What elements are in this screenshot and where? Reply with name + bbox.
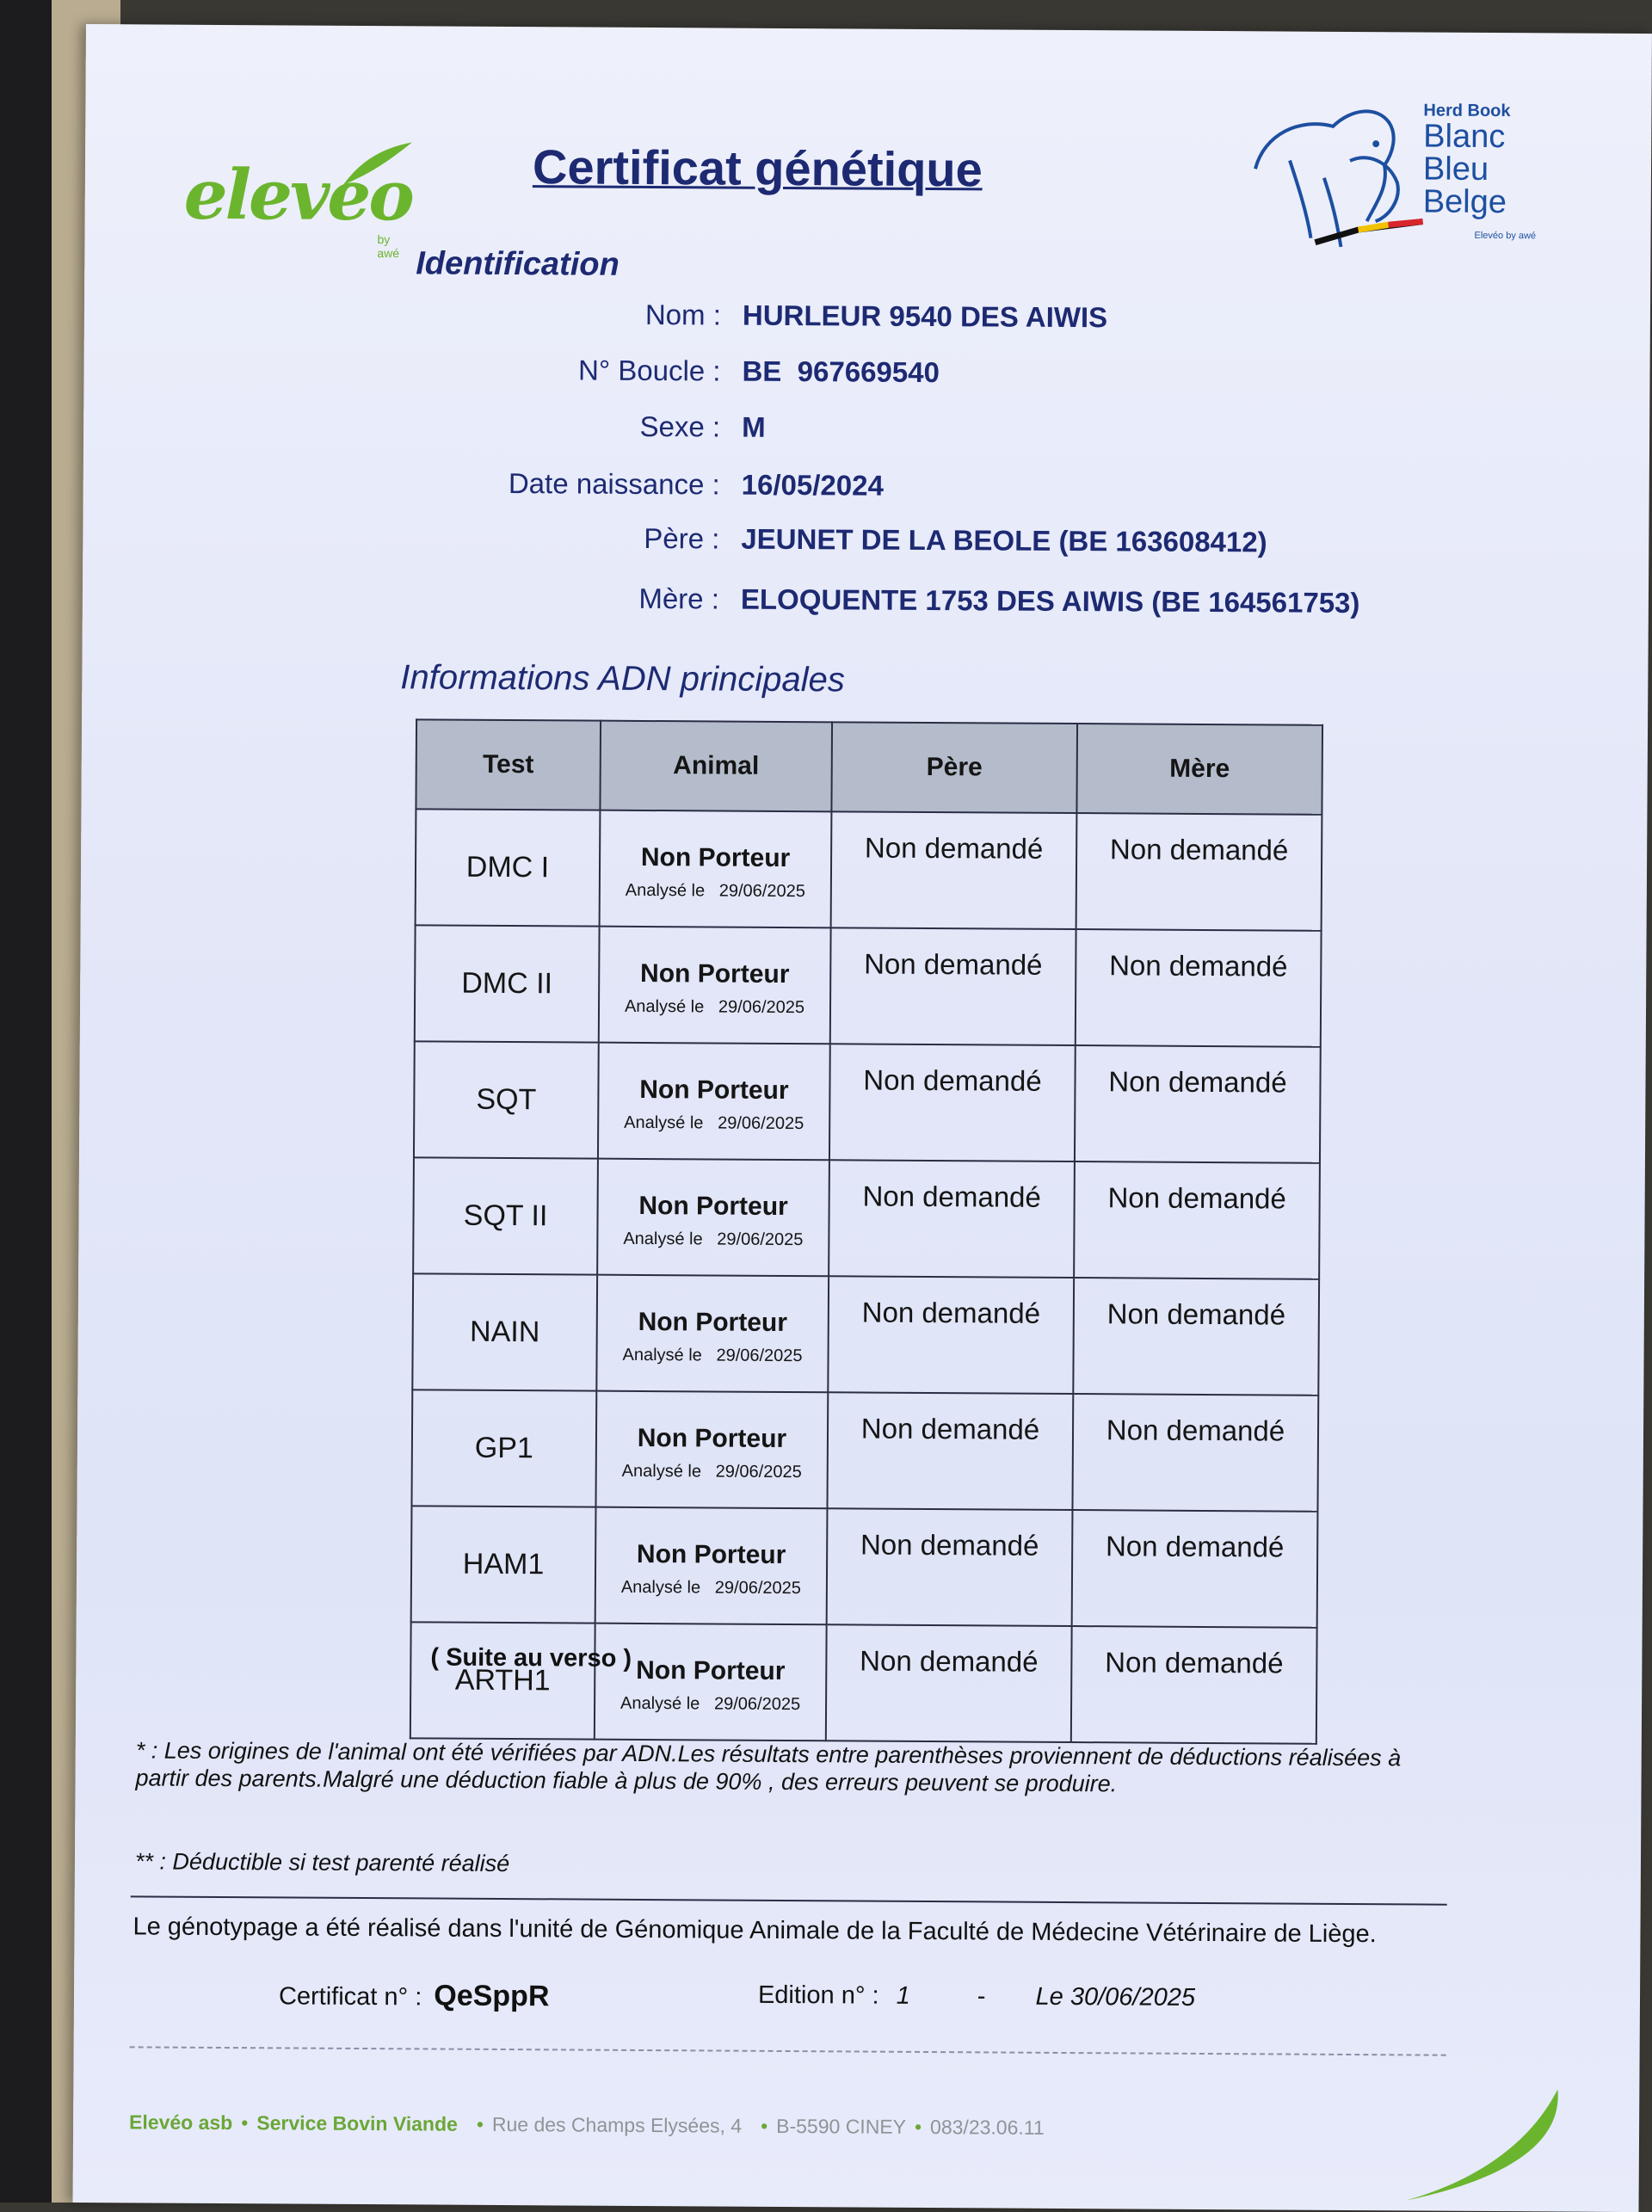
- cell-pere: Non demandé: [827, 1392, 1073, 1510]
- footer-address: [129, 2110, 1045, 2139]
- adn-table-body: [410, 809, 1322, 1743]
- cell-pere: Non demandé: [829, 1160, 1075, 1278]
- animal-result: Non Porteur: [637, 1423, 787, 1454]
- herdbook-line-bleu: Bleu: [1422, 151, 1489, 188]
- eleveo-logo-suffix: by awé: [377, 232, 400, 261]
- cell-test: SQT II: [413, 1157, 598, 1274]
- table-row: [416, 809, 1322, 930]
- cell-pere: Non demandé: [830, 927, 1076, 1045]
- adn-heading: Informations ADN principales: [400, 658, 846, 699]
- field-label-pere: Père: [644, 521, 705, 555]
- cell-animal: [595, 1624, 827, 1741]
- cell-pere: Non demandé: [826, 1624, 1072, 1742]
- analysis-date-label: Analysé le: [625, 880, 706, 901]
- analysis-date: [597, 1578, 825, 1599]
- analysis-date: [600, 1113, 828, 1135]
- field-value-sexe: M: [742, 410, 766, 443]
- cell-animal: [595, 1391, 828, 1509]
- identification-heading: Identification: [416, 245, 620, 283]
- analysis-date: [599, 1229, 827, 1251]
- cell-test: DMC I: [416, 809, 601, 926]
- animal-result: Non Porteur: [638, 1307, 788, 1338]
- field-label-nom: Nom: [644, 298, 706, 331]
- cell-pere: Non demandé: [831, 811, 1077, 929]
- analysis-date-value: 29/06/2025: [714, 1578, 802, 1599]
- table-row: [410, 1622, 1317, 1743]
- identification-fields: Nom : HURLEUR 9540 DES AIWIS N° Boucle : BE 967669540 Sexe : M Date naissance : 16/05/2024 Père : JEUNET DE LA BEOLE (BE 163608412) Mère : ELOQUENTE 1753 DES AIWIS (BE 164561753): [508, 298, 1360, 619]
- field-label-sexe: Sexe: [639, 410, 705, 443]
- analysis-date-value: 29/06/2025: [716, 1346, 803, 1366]
- suite-au-verso: ( Suite au verso ): [430, 1643, 632, 1673]
- analysis-date-label: Analysé le: [621, 1461, 702, 1482]
- bullet-icon: •: [241, 2111, 249, 2135]
- table-row: [414, 1041, 1321, 1162]
- field-label-boucle: N° Boucle: [577, 354, 706, 387]
- column-header-pere: Père: [831, 722, 1077, 813]
- cell-mere: Non demandé: [1071, 1626, 1317, 1744]
- eleveo-logo: [183, 137, 413, 268]
- cell-pere: Non demandé: [828, 1276, 1074, 1394]
- divider: [131, 1895, 1447, 1905]
- field-value-mere: ELOQUENTE 1753 DES AIWIS (BE 164561753): [740, 582, 1360, 619]
- cell-animal: [598, 1043, 830, 1161]
- analysis-date: [598, 1462, 826, 1483]
- cell-test: GP1: [411, 1389, 596, 1507]
- cell-pere: Non demandé: [827, 1508, 1073, 1626]
- analysis-date-value: 29/06/2025: [718, 881, 805, 902]
- cell-test: DMC II: [415, 925, 600, 1042]
- bullet-icon: •: [914, 2115, 922, 2138]
- cell-animal: [599, 927, 831, 1044]
- herdbook-by-text: Elevéo by awé: [1474, 230, 1537, 242]
- herdbook-name: [1423, 120, 1507, 219]
- table-row: [411, 1389, 1318, 1511]
- table-header-row: [416, 719, 1322, 814]
- edition-number: 1: [896, 1981, 910, 2010]
- document-title: Certificat génétique: [532, 139, 983, 197]
- footer-service: Service Bovin Viande: [256, 2111, 458, 2135]
- table-row: [413, 1157, 1320, 1279]
- table-row: [415, 925, 1322, 1046]
- cell-animal: [595, 1507, 828, 1625]
- dashed-divider: [130, 2046, 1446, 2055]
- green-swoosh-icon: [1398, 2080, 1571, 2209]
- table-row: [411, 1506, 1318, 1627]
- analysis-date: [596, 1694, 824, 1716]
- cell-animal: [597, 1159, 829, 1277]
- animal-result: Non Porteur: [636, 1655, 786, 1685]
- animal-result: Non Porteur: [640, 842, 791, 873]
- field-value-pere: JEUNET DE LA BEOLE (BE 163608412): [741, 522, 1267, 558]
- adn-table: [410, 718, 1323, 1744]
- cell-mere: Non demandé: [1075, 1045, 1321, 1163]
- column-header-mere: Mère: [1076, 724, 1322, 815]
- analysis-date-value: 29/06/2025: [717, 1229, 804, 1250]
- cell-animal: [596, 1275, 829, 1393]
- field-label-mere: Mère: [638, 582, 704, 615]
- analysis-date-label: Analysé le: [623, 1229, 703, 1249]
- animal-result: Non Porteur: [639, 1075, 789, 1106]
- certificate-number-label: Certificat n° :: [278, 1982, 422, 2012]
- certificate-number: QeSppR: [434, 1979, 550, 2013]
- genotypage-statement: Le génotypage a été réalisé dans l'unité de Génomique Animale de la Faculté de Médecine Vétérinaire de Liège.: [133, 1913, 1377, 1949]
- cell-test: NAIN: [412, 1273, 597, 1390]
- background-dark-edge: [0, 0, 52, 2203]
- table-row: [412, 1273, 1319, 1395]
- cell-test: SQT: [414, 1041, 599, 1158]
- cell-animal: [600, 810, 832, 928]
- herdbook-line-belge: Belge: [1422, 183, 1507, 221]
- cell-mere: Non demandé: [1072, 1394, 1318, 1512]
- analysis-date-value: 29/06/2025: [713, 1694, 801, 1715]
- bullet-icon: •: [761, 2114, 768, 2137]
- footer-phone: 083/23.06.11: [930, 2116, 1045, 2139]
- analysis-date: [601, 881, 829, 903]
- analysis-date-label: Analysé le: [620, 1577, 701, 1598]
- footnote-origins: * : Les origines de l'animal ont été vérifiées par ADN.Les résultats entre parenthèses proviennent de déductions réalisées à partir des parents.Malgré une déduction fiable à plus de 90% , des erreurs peuvent se produire.: [135, 1737, 1402, 1797]
- field-value-boucle: BE 967669540: [742, 354, 940, 389]
- footer-street: Rue des Champs Elysées, 4: [491, 2112, 743, 2137]
- field-label-date-naissance: Date naissance: [508, 467, 705, 501]
- herdbook-small-text: Herd Book: [1423, 101, 1511, 121]
- analysis-date-label: Analysé le: [622, 1345, 702, 1365]
- certificate-number-row: [279, 1978, 550, 2013]
- herdbook-line-blanc: Blanc: [1423, 118, 1506, 156]
- edition-label: Edition n° :: [757, 1981, 879, 2010]
- cell-test: ARTH1: [410, 1622, 595, 1739]
- field-value-date-naissance: 16/05/2024: [741, 468, 885, 502]
- cell-mere: Non demandé: [1074, 1161, 1320, 1279]
- bullet-icon: •: [476, 2112, 484, 2135]
- analysis-date-value: 29/06/2025: [718, 997, 805, 1018]
- analysis-date: [601, 997, 829, 1019]
- analysis-date: [598, 1346, 826, 1367]
- field-value-nom: HURLEUR 9540 DES AIWIS: [742, 299, 1108, 334]
- edition-date: Le 30/06/2025: [1035, 1982, 1196, 2012]
- cattle-icon: [1237, 100, 1427, 264]
- analysis-date-value: 29/06/2025: [718, 1113, 804, 1134]
- animal-result: Non Porteur: [639, 958, 790, 989]
- cell-mere: Non demandé: [1076, 813, 1322, 931]
- edition-row: [758, 1981, 1195, 2012]
- animal-result: Non Porteur: [636, 1539, 786, 1570]
- cell-pere: Non demandé: [829, 1044, 1076, 1161]
- eleveo-logo-text: eleveo: [183, 153, 413, 237]
- analysis-date-label: Analysé le: [624, 1112, 704, 1133]
- analysis-date-label: Analysé le: [620, 1693, 700, 1714]
- footer-org: Elevéo asb: [129, 2110, 233, 2135]
- cell-test: HAM1: [411, 1506, 596, 1623]
- cell-mere: Non demandé: [1072, 1510, 1318, 1628]
- herdbook-logo: [1237, 100, 1617, 274]
- analysis-date-value: 29/06/2025: [715, 1462, 802, 1482]
- cell-mere: Non demandé: [1073, 1278, 1319, 1396]
- analysis-date-label: Analysé le: [624, 996, 705, 1017]
- certificate-document: [73, 24, 1652, 2212]
- cell-mere: Non demandé: [1076, 929, 1322, 1047]
- edition-separator: -: [977, 1982, 986, 2011]
- footnote-deductible: ** : Déductible si test parenté réalisé: [134, 1848, 510, 1877]
- column-header-animal: Animal: [600, 721, 832, 812]
- animal-result: Non Porteur: [638, 1191, 788, 1222]
- footer-city: B-5590 CINEY: [776, 2114, 907, 2138]
- column-header-test: Test: [416, 719, 601, 810]
